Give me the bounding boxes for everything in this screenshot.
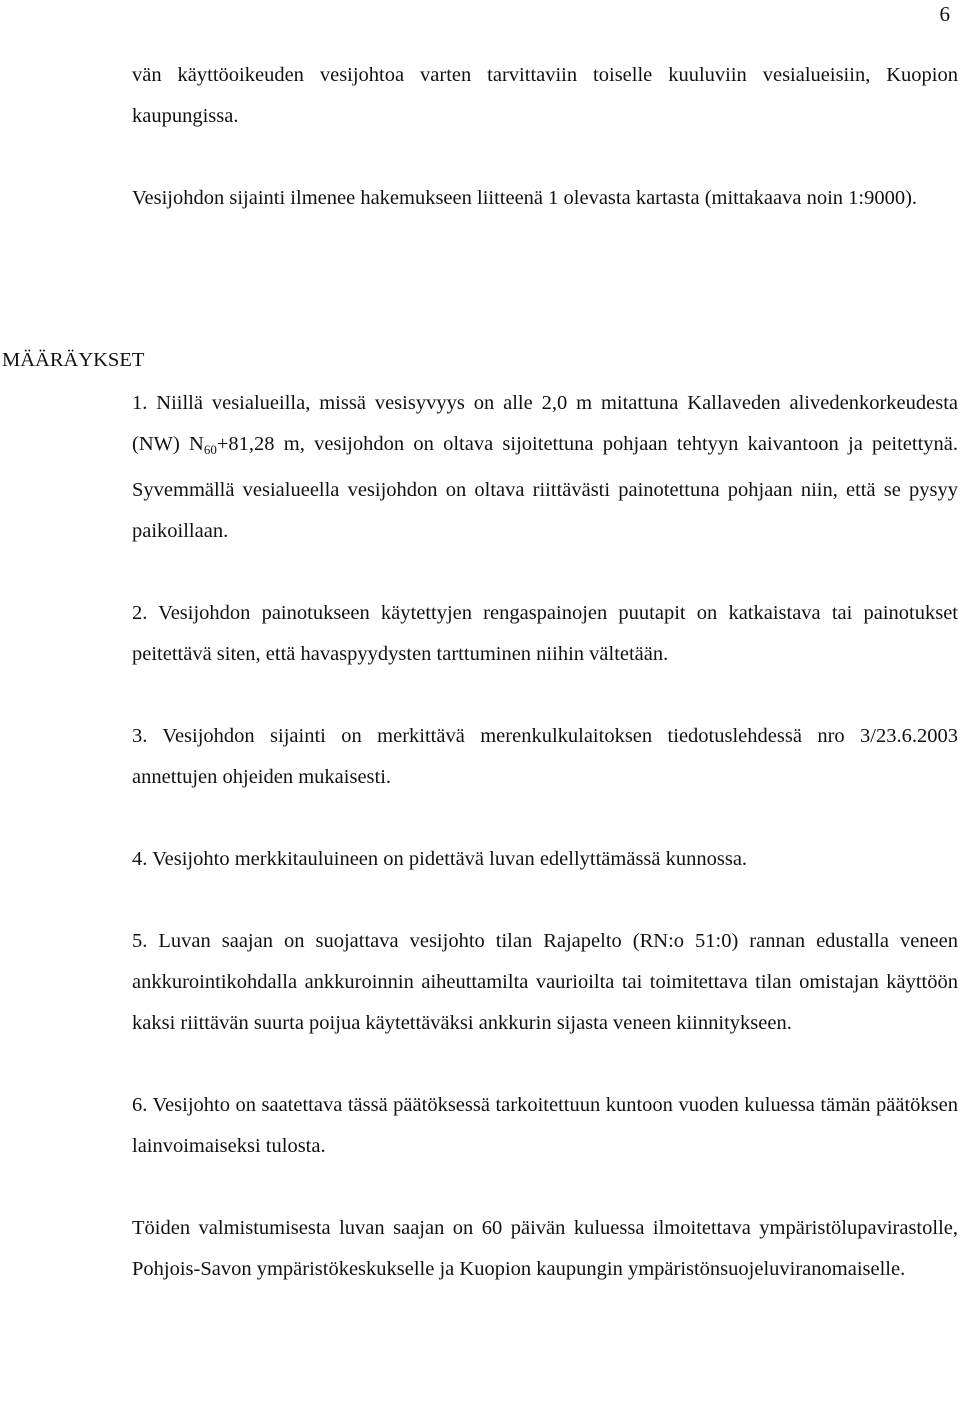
provision-item-3: 3. Vesijohdon sijainti on merkittävä merenkulkulaitoksen tiedotuslehdessä nro 3/23.6.2003 annettujen ohjeiden mukaisesti. (132, 725, 958, 788)
paragraph-location: Vesijohdon sijainti ilmenee hakemukseen liitteenä 1 olevasta kartasta (mittakaava noin 1:9000). (132, 187, 918, 209)
provision-item-4: 4. Vesijohto merkkitauluineen on pidettävä luvan edellyttämässä kunnossa. (132, 848, 748, 870)
provision-item-5: 5. Luvan saajan on suojattava vesijohto tilan Rajapelto (RN:o 51:0) rannan edustalla veneen ankkurointikohdalla ankkuroinnin aiheuttamilta vaurioilta tai toimitettava tilan omistajan käyttöön kaksi riittävän suurta poijua käytettäväksi ankkurin sijasta veneen kiinnitykseen. (132, 930, 958, 1034)
page-number: 6 (939, 2, 950, 26)
paragraph-intro: vän käyttöoikeuden vesijohtoa varten tarvittaviin toiselle kuuluviin vesialueisiin, Kuopion kaupungissa. (132, 64, 958, 127)
provision-item-1-end: +81,28 m, vesijohdon on oltava sijoitettuna pohjaan tehtyyn kaivantoon ja peitettynä. Syvemmällä vesialueella vesijohdon on oltava riittävästi painotettuna pohjaan niin, että se pysyy paikoillaan. (132, 433, 958, 542)
provision-item-1-subscript: 60 (203, 442, 217, 457)
provision-item-6: 6. Vesijohto on saatettava tässä päätöksessä tarkoitettuun kuntoon vuoden kuluessa tämän päätöksen lainvoimaiseksi tulosta. (132, 1094, 958, 1157)
completion-notice: Töiden valmistumisesta luvan saajan on 60 päivän kuluessa ilmoitettava ympäristölupavirastolle, Pohjois-Savon ympäristökeskukselle ja Kuopion kaupungin ympäristönsuojeluviranomaiselle. (132, 1217, 958, 1280)
provision-item-1 (132, 383, 958, 552)
section-heading: MÄÄRÄYKSET (2, 349, 145, 371)
provision-item-1-start: 1. Niillä vesialueilla, missä vesisyvyys on alle 2,0 m mitattuna Kallaveden alivedenkorkeudesta (NW) N (132, 392, 958, 455)
provision-item-2: 2. Vesijohdon painotukseen käytettyjen rengaspainojen puutapit on katkaistava tai painotukset peitettävä siten, että havaspyydysten tarttuminen niihin vältetään. (132, 602, 958, 665)
document-body (132, 55, 958, 1290)
